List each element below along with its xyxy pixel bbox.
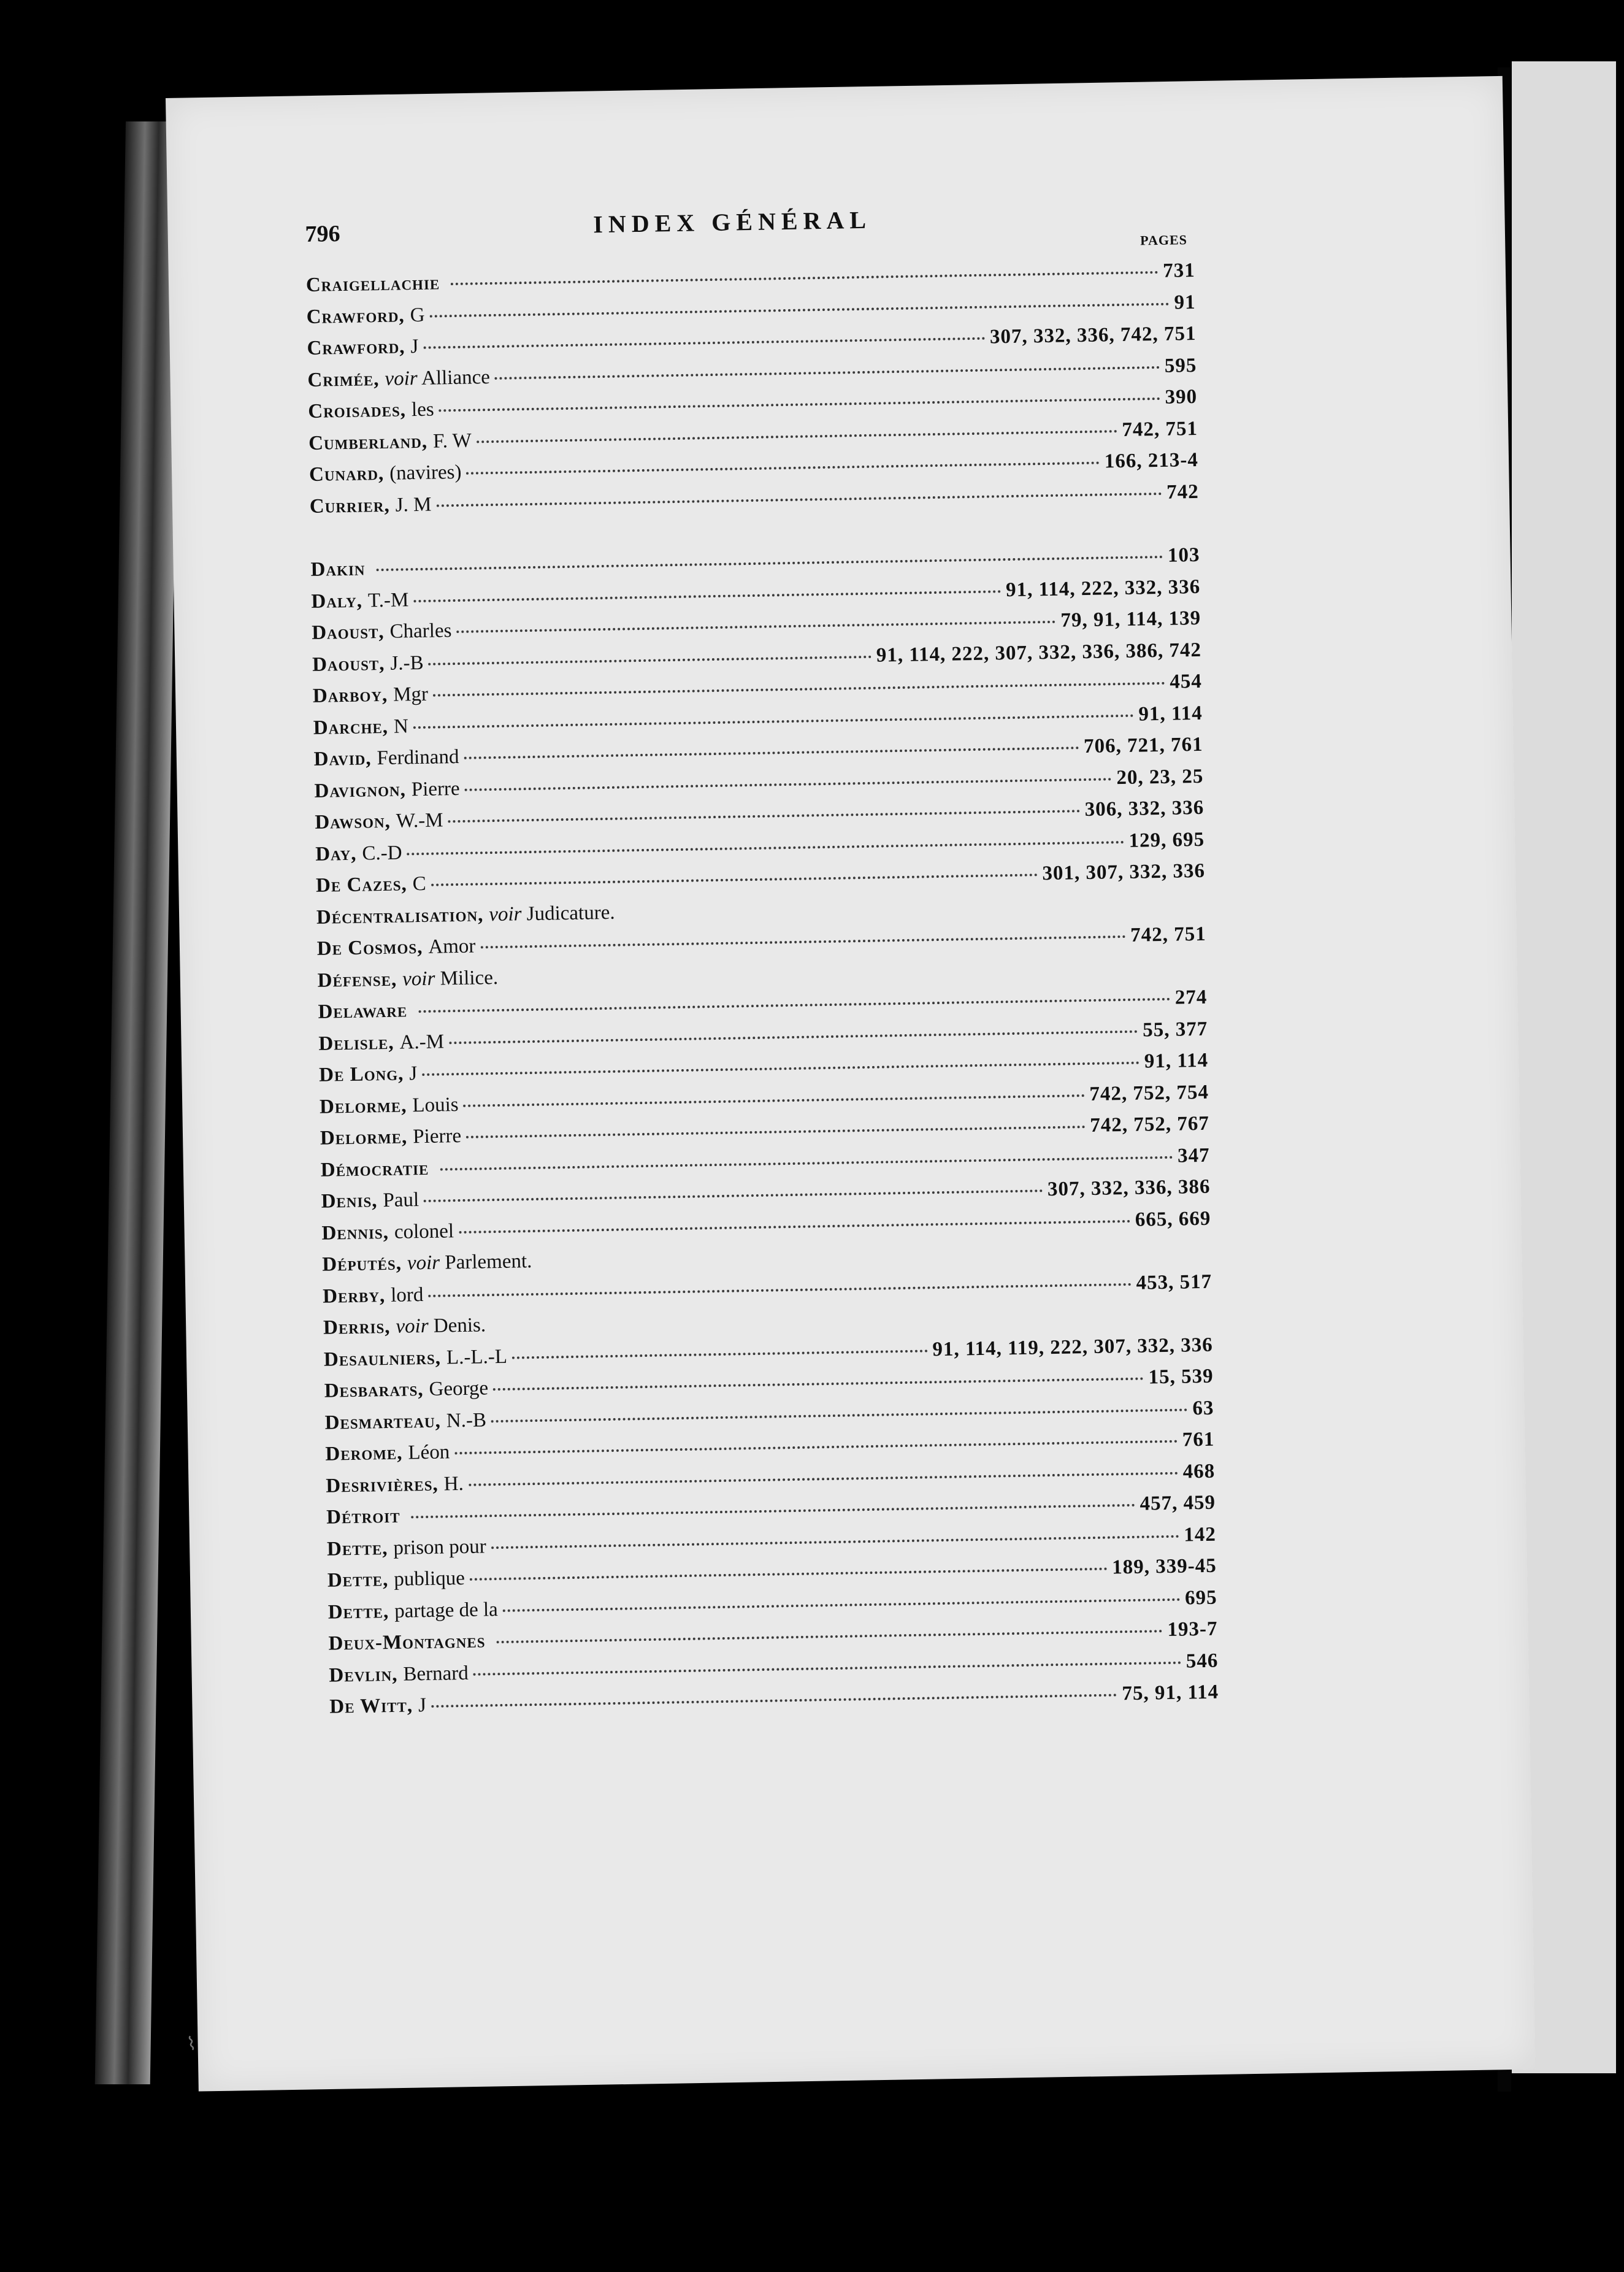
entry-qualifier (402, 1437, 450, 1469)
dot-leader (413, 709, 1134, 728)
page-title: INDEX GÉNÉRAL (592, 205, 872, 239)
dot-leader (449, 1025, 1138, 1044)
entry-heading: Delorme (320, 1126, 402, 1149)
entry-comma: , (418, 1378, 423, 1401)
entry-qualifier (388, 1563, 465, 1596)
entry-qualifier-text: F. W (432, 429, 472, 453)
dot-leader (407, 835, 1124, 854)
dot-leader (423, 332, 985, 349)
entry-comma: , (477, 903, 483, 926)
entry-qualifier (362, 585, 409, 617)
entry-heading: Dennis (321, 1221, 383, 1245)
entry-qualifier-text: G (410, 304, 425, 326)
entry-comma: , (435, 1410, 441, 1432)
entry-comma: , (401, 1126, 407, 1148)
entry-qualifier-text: lord (390, 1283, 424, 1307)
entry-see-word: voir (385, 367, 418, 390)
entry-qualifier (440, 1405, 486, 1437)
entry-heading: Craigellachie (305, 272, 440, 296)
entry-qualifier (422, 931, 476, 964)
dot-leader (431, 869, 1038, 886)
dot-leader (448, 805, 1079, 823)
entry-heading: Derby (322, 1284, 380, 1308)
entry-comma: , (383, 1221, 389, 1243)
entry-pages: 15, 539 (1148, 1365, 1214, 1389)
dot-leader (512, 1345, 928, 1359)
entry-qualifier (393, 1026, 444, 1059)
entry-qualifier-text: Bernard (403, 1662, 469, 1686)
entry-pages: 79, 91, 114, 139 (1060, 607, 1201, 632)
entry-comma: , (391, 968, 397, 991)
dot-leader (465, 773, 1112, 791)
entry-qualifier-text: Pierre (411, 777, 460, 800)
entry-heading: De Cazes (315, 873, 402, 897)
entry-comma: , (384, 494, 389, 516)
entry-pages: 91, 114, 222, 307, 332, 336, 386, 742 (876, 639, 1202, 667)
entry-pages: 20, 23, 25 (1116, 765, 1204, 789)
dot-leader (454, 1435, 1178, 1455)
entry-pages: 142 (1184, 1523, 1217, 1546)
entry-heading: Détroit (326, 1505, 400, 1529)
dot-leader (537, 1248, 1206, 1264)
entry-comma: , (400, 778, 406, 801)
dot-leader (456, 616, 1055, 633)
entry-heading: Daly (311, 589, 358, 613)
entry-qualifier (406, 1089, 459, 1122)
entry-comma: , (373, 367, 379, 390)
entry-pages: 390 (1165, 385, 1198, 409)
entry-comma: , (356, 589, 362, 612)
dot-leader (473, 1656, 1181, 1675)
entry-qualifier-text: H. (443, 1472, 464, 1495)
entry-see-target: Denis. (433, 1314, 486, 1337)
entry-pages: 742, 751 (1130, 923, 1206, 946)
entry-comma: , (407, 1694, 413, 1717)
dot-leader (480, 931, 1125, 948)
entry-comma: , (399, 336, 405, 358)
entry-pages: 75, 91, 114 (1122, 1681, 1219, 1705)
entry-comma: , (388, 1031, 394, 1054)
entry-heading: Denis (321, 1189, 372, 1213)
entry-qualifier (387, 679, 429, 712)
entry-heading: Delaware (318, 999, 408, 1023)
entry-comma: , (391, 1663, 397, 1686)
entry-qualifier (404, 331, 419, 363)
entry-pages: 453, 517 (1136, 1270, 1212, 1294)
dot-leader (431, 1689, 1117, 1708)
entry-qualifier (385, 1280, 424, 1312)
entry-pages: 91, 114, 222, 332, 336 (1005, 575, 1201, 601)
entry-heading: Crawford (307, 336, 400, 359)
dot-leader (464, 742, 1079, 759)
entry-comma: , (400, 399, 406, 421)
entry-qualifier-text: Ferdinand (377, 745, 459, 770)
entry-pages: 129, 695 (1128, 828, 1205, 852)
entry-qualifier-text: J.-B (390, 651, 424, 675)
entry-qualifier (389, 805, 443, 837)
entry-qualifier-text: Louis (412, 1093, 459, 1116)
entry-heading: Députés (322, 1252, 396, 1276)
entry-qualifier-text: J. M (395, 493, 432, 516)
entry-heading: Dawson (315, 810, 385, 834)
entry-heading: Darche (313, 715, 383, 739)
entry-qualifier (401, 1246, 532, 1280)
entry-qualifier-text: Mgr (393, 683, 429, 706)
entry-qualifier (370, 742, 459, 775)
entry-pages: 307, 332, 336, 386 (1047, 1175, 1211, 1201)
entry-see-target: Alliance (421, 366, 491, 390)
entry-see-word: voir (396, 1314, 429, 1338)
entry-comma: , (396, 1441, 402, 1464)
dot-leader (376, 551, 1163, 571)
entry-pages: 55, 377 (1142, 1018, 1208, 1042)
entry-pages: 546 (1185, 1649, 1219, 1672)
entry-pages: 695 (1184, 1586, 1217, 1610)
page-number: 796 (305, 221, 340, 247)
dot-leader (469, 1467, 1178, 1486)
entry-pages: 189, 339-45 (1111, 1554, 1217, 1579)
entry-qualifier (387, 1531, 486, 1564)
entry-comma: , (396, 1252, 402, 1275)
entry-qualifier (377, 1184, 419, 1217)
entry-pages: 347 (1177, 1144, 1210, 1167)
entry-heading: Daoust (312, 621, 379, 644)
entry-heading: De Witt (329, 1694, 408, 1718)
entry-see-target: Parlement. (445, 1250, 532, 1274)
entry-qualifier-text: N.-B (446, 1408, 487, 1432)
dot-leader (451, 266, 1158, 285)
entry-qualifier-text: Amor (428, 935, 476, 958)
entry-qualifier-text: publique (394, 1567, 465, 1591)
entry-pages: 301, 307, 332, 336 (1042, 859, 1206, 885)
entry-heading: Delorme (319, 1094, 402, 1118)
dot-leader (470, 1563, 1108, 1581)
entry-pages: 742 (1166, 480, 1199, 504)
entry-see-target: Judicature. (526, 901, 615, 925)
entry-heading: Croisades (308, 399, 401, 423)
dot-leader (440, 1151, 1173, 1170)
entry-heading: Deux-Montagnes (328, 1630, 486, 1655)
dot-leader (463, 1089, 1084, 1107)
entry-qualifier (412, 1690, 427, 1722)
entry-qualifier-text: Paul (383, 1189, 419, 1212)
entry-qualifier-text: Léon (408, 1441, 450, 1464)
dot-leader (413, 585, 1001, 602)
entry-qualifier (389, 1310, 486, 1343)
entry-pages: 454 (1170, 670, 1203, 693)
entry-qualifier (427, 425, 472, 458)
dot-leader (466, 1121, 1085, 1138)
entry-qualifier (383, 615, 452, 648)
entry-comma: , (381, 683, 388, 707)
entry-heading: Démocratie (320, 1157, 429, 1181)
entry-qualifier (378, 362, 490, 396)
entry-qualifier-text: J (410, 335, 419, 358)
entry-comma: , (416, 935, 423, 959)
entry-see-word: voir (407, 1251, 440, 1275)
entry-pages: 91 (1174, 291, 1196, 314)
entry-comma: , (382, 715, 388, 738)
entry-comma: , (385, 810, 391, 832)
entry-comma: , (383, 1600, 389, 1622)
entry-comma: , (381, 1537, 388, 1559)
dot-leader (428, 650, 871, 665)
entry-qualifier-text: C (412, 872, 427, 896)
entry-pages: 166, 213-4 (1104, 448, 1199, 473)
dot-leader (428, 1278, 1131, 1297)
entry-comma: , (401, 873, 407, 896)
entry-comma: , (378, 620, 384, 643)
entry-qualifier-text: colonel (394, 1219, 454, 1243)
entry-qualifier (404, 299, 425, 331)
entry-heading: Décentralisation (316, 903, 478, 929)
entry-pages: 457, 459 (1139, 1491, 1216, 1515)
entry-see-word: voir (488, 902, 522, 926)
entry-heading: David (313, 747, 366, 770)
entry-heading: Currier (309, 494, 385, 518)
entry-see-target: Milice. (440, 966, 499, 990)
entry-qualifier-text: W.-M (396, 809, 443, 832)
entry-pages: 742, 751 (1122, 417, 1198, 441)
index-entries (305, 255, 1219, 1723)
entry-heading: Delisle (318, 1031, 389, 1055)
entry-qualifier (440, 1341, 508, 1373)
entry-heading: Devlin (329, 1663, 393, 1687)
entry-qualifier (388, 1594, 498, 1627)
entry-pages: 595 (1164, 354, 1197, 377)
entry-comma: , (379, 1284, 385, 1307)
entry-pages: 91, 114 (1144, 1049, 1209, 1073)
entry-heading: Dette (327, 1568, 383, 1592)
entry-qualifier (403, 1058, 418, 1090)
entry-comma: , (371, 1189, 377, 1212)
margin-handwriting-mark: ⌇ (185, 2033, 198, 2055)
entry-heading: Daoust (312, 652, 380, 676)
entry-heading: Desmarteau (324, 1410, 435, 1434)
entry-heading: Cumberland (308, 430, 423, 455)
entry-qualifier-text: Charles (389, 620, 452, 643)
entry-pages: 761 (1182, 1428, 1215, 1451)
dot-leader (436, 487, 1162, 507)
entry-comma: , (400, 1094, 407, 1117)
entry-pages: 63 (1192, 1397, 1214, 1419)
entry-heading: Dette (327, 1600, 384, 1624)
entry-heading: Derris (323, 1316, 385, 1339)
pages-column-label: PAGES (1139, 232, 1188, 248)
entry-pages: 91, 114 (1138, 702, 1203, 726)
entry-pages: 103 (1167, 543, 1200, 567)
entry-heading: De Cosmos (316, 936, 418, 960)
entry-qualifier (388, 711, 409, 743)
entry-heading: Desbarats (324, 1378, 418, 1402)
entry-heading: Derome (325, 1441, 397, 1465)
entry-comma: , (435, 1346, 441, 1369)
entry-qualifier (397, 1657, 469, 1690)
entry-qualifier (483, 897, 615, 931)
entry-pages: 665, 669 (1135, 1207, 1211, 1231)
entry-comma: , (421, 430, 427, 453)
entry-pages: 742, 752, 754 (1089, 1081, 1209, 1105)
entry-heading: Dette (326, 1537, 383, 1560)
entry-qualifier (405, 773, 460, 805)
entry-pages: 468 (1182, 1460, 1216, 1483)
dot-leader (619, 900, 1200, 915)
entry-qualifier-text: N (393, 715, 409, 738)
entry-qualifier (396, 962, 499, 995)
dot-leader (422, 1057, 1139, 1076)
dot-leader (459, 1215, 1130, 1233)
entry-see-word: voir (402, 967, 435, 991)
entry-qualifier-text: A.-M (399, 1030, 445, 1054)
dot-leader (503, 963, 1202, 980)
dot-leader (477, 425, 1117, 443)
dot-leader (466, 457, 1100, 475)
dot-leader (439, 393, 1160, 412)
dot-leader (429, 297, 1169, 317)
entry-comma: , (384, 1315, 390, 1338)
dot-leader (493, 1373, 1144, 1391)
entry-comma: , (350, 842, 356, 865)
entry-qualifier-text: les (411, 398, 434, 421)
entry-qualifier (383, 457, 462, 490)
dot-leader (495, 361, 1160, 379)
entry-heading: Dakin (310, 558, 366, 581)
entry-qualifier-text: J (418, 1694, 427, 1717)
entry-pages: 731 (1162, 259, 1196, 282)
entry-heading: Défense (317, 968, 392, 992)
entry-heading: Darboy (312, 684, 383, 707)
entry-comma: , (432, 1473, 439, 1495)
entry-qualifier (407, 1121, 462, 1153)
entry-qualifier (423, 1373, 488, 1405)
entry-qualifier-text: (navires) (389, 461, 462, 485)
entry-heading: Crimée (307, 367, 374, 391)
entry-pages: 307, 332, 336, 742, 751 (989, 322, 1197, 348)
entry-heading: Davignon (314, 778, 400, 802)
dot-leader (433, 677, 1165, 697)
index-text-block (305, 200, 1219, 1723)
dot-leader (411, 1499, 1135, 1519)
dot-leader (424, 1184, 1043, 1202)
entry-qualifier (388, 1216, 454, 1248)
entry-pages: 193-7 (1167, 1618, 1218, 1641)
entry-heading: Cunard (308, 462, 379, 486)
dot-leader (496, 1625, 1162, 1643)
entry-pages: 742, 752, 767 (1089, 1112, 1210, 1137)
entry-qualifier (389, 489, 432, 521)
entry-qualifier-text: partage de la (394, 1598, 499, 1622)
dot-leader (503, 1593, 1181, 1611)
dot-leader (491, 1311, 1208, 1327)
entry-qualifier-text: C.-D (362, 842, 402, 865)
entry-qualifier-text: George (429, 1377, 489, 1400)
entry-comma: , (378, 652, 385, 675)
dot-leader (418, 993, 1170, 1013)
entry-pages: 274 (1174, 986, 1208, 1009)
entry-heading: Day (315, 842, 351, 865)
entry-qualifier-text: Pierre (412, 1124, 462, 1148)
entry-comma: , (399, 304, 404, 326)
entry-qualifier (405, 394, 435, 426)
entry-pages: 306, 332, 336 (1084, 796, 1205, 821)
dot-leader (491, 1403, 1188, 1422)
entry-heading: De Long (318, 1062, 399, 1086)
dot-leader (491, 1530, 1179, 1549)
entry-pages: 91, 114, 119, 222, 307, 332, 336 (932, 1334, 1214, 1361)
entry-heading: Desrivières (326, 1473, 433, 1497)
entry-heading: Desaulniers (323, 1346, 436, 1371)
entry-qualifier-text: J (409, 1062, 418, 1085)
entry-pages: 706, 721, 761 (1083, 733, 1203, 758)
entry-qualifier-text: prison pour (393, 1535, 487, 1559)
entry-qualifier-text: T.-M (367, 588, 409, 612)
entry-qualifier-text: L.-L.-L (446, 1345, 508, 1368)
entry-comma: , (366, 747, 371, 770)
entry-comma: , (397, 1062, 404, 1085)
entry-qualifier (384, 647, 424, 680)
scan-binding-edge (95, 121, 181, 2084)
entry-qualifier (406, 869, 426, 900)
entry-qualifier (356, 837, 402, 870)
entry-comma: , (382, 1568, 388, 1591)
entry-qualifier (437, 1468, 464, 1500)
entry-comma: , (378, 462, 384, 485)
entry-heading: Crawford (306, 304, 399, 328)
